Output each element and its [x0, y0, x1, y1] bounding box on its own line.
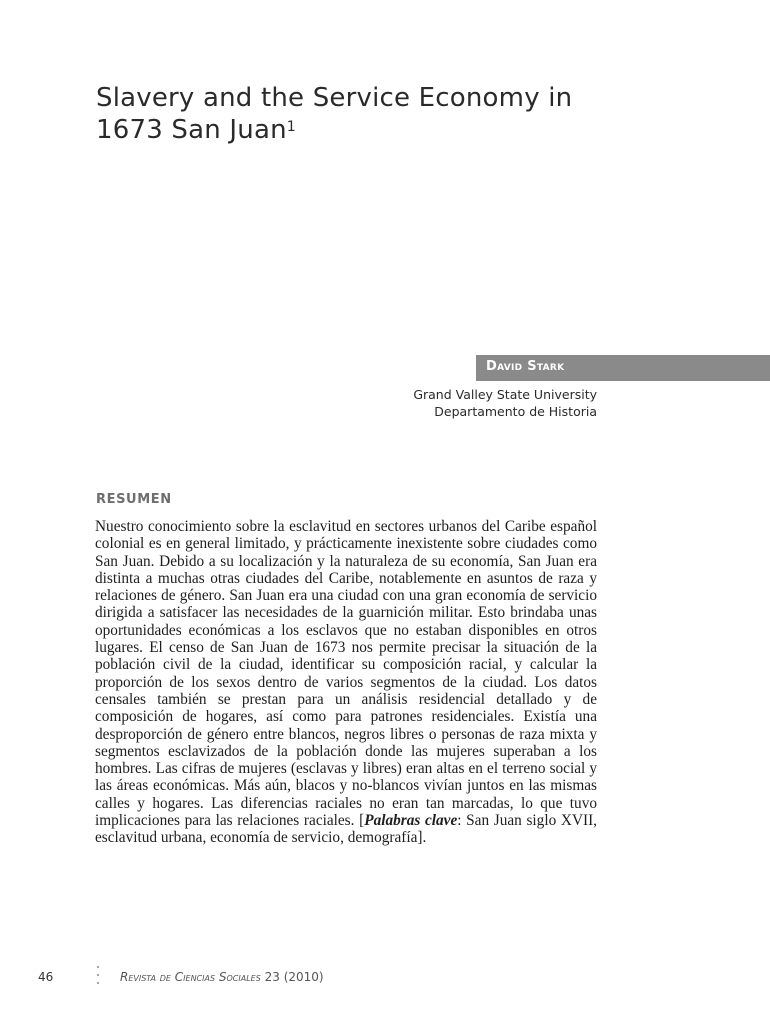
- affiliation-department: Departamento de Historia: [434, 404, 597, 419]
- journal-volume: 23 (2010): [264, 970, 324, 984]
- author-name: David Stark: [486, 359, 565, 374]
- keywords-text: : San Juan siglo XVII, esclavitud urbana, economía de servicio, demografía].: [95, 812, 597, 847]
- article-title: [96, 82, 656, 146]
- footnote-marker[interactable]: 1: [286, 119, 296, 135]
- footer-separator: [97, 966, 100, 984]
- abstract-text: Nuestro conocimiento sobre la esclavitud en sectores urbanos del Caribe español colonial es en general limitado, y prácticamente inexistente sobre ciudades como San Juan. Debido a su localización y la naturaleza de su economía, San Juan era distinta a muchas otras ciudades del Caribe, notablemente en asuntos de raza y relaciones de género. San Juan era una ciudad con una gran economía de servicio dirigida a satisfacer las necesidades de la guarnición militar. Esto brindaba unas oportunidades económicas a los esclavos que no estaban disponibles en otros lugares. El censo de San Juan de 1673 nos permite precisar la situación de la población civil de la ciudad, identificar su composición racial, y calcular la proporción de los sexos dentro de varios segmentos de la ciudad. Los datos censales también se prestan para un análisis residencial detallado y de composición de hogares, así como para patrones residenciales. Existía una desproporción de género entre blancos, negros libres o personas de raza mixta y segmentos esclavizados de la población donde las mujeres superaban a los hombres. Las cifras de mujeres (esclavas y libres) eran altas en el terreno social y las áreas económicas. Más aún, blacos y no-blancos vivían juntos en las mismas calles y hogares. Las diferencias raciales no eran tan marcadas, lo que tuvo implicaciones para las relaciones raciales. [: [95, 518, 597, 830]
- journal-name: Revista de Ciencias Sociales: [120, 970, 261, 984]
- keywords-label: Palabras clave: [364, 812, 458, 830]
- abstract-heading: RESUMEN: [96, 492, 172, 507]
- affiliation-university: Grand Valley State University: [413, 387, 597, 402]
- title-line-2: 1673 San Juan: [96, 115, 287, 145]
- author-banner: [476, 355, 770, 381]
- journal-citation: [120, 970, 324, 984]
- page-number: 46: [38, 970, 54, 984]
- title-line-1: Slavery and the Service Economy in: [96, 83, 573, 113]
- abstract-body: [95, 518, 597, 847]
